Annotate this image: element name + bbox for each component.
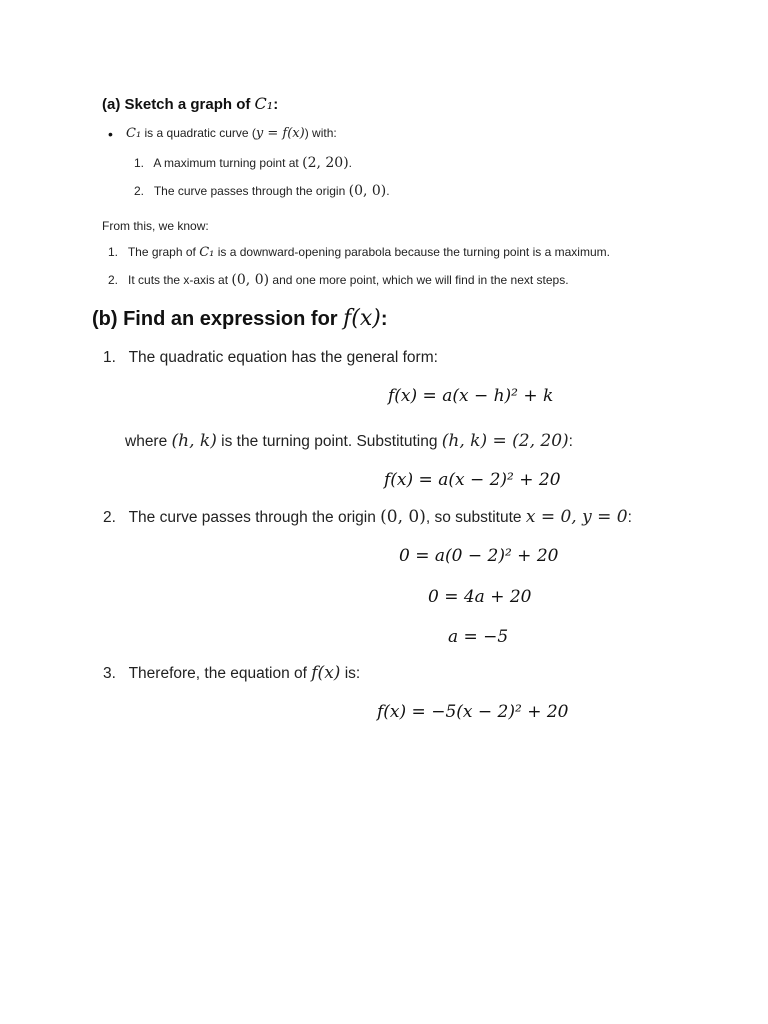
- step-2: [103, 507, 632, 527]
- condition-math: (0, 0): [348, 183, 387, 199]
- step-pre: Therefore, the equation of: [128, 665, 307, 682]
- condition-math: (2, 20): [302, 155, 349, 171]
- equation-substituted: f(x) = a(x − 2)² + 20: [384, 470, 561, 490]
- step-3: [103, 663, 360, 683]
- fact-post: is a downward-opening parabola because the turning point is a maximum.: [217, 245, 610, 259]
- part-a-heading: [102, 94, 278, 113]
- part-a-heading-math: C₁: [254, 94, 274, 113]
- step-mid: , so substitute: [425, 509, 522, 526]
- bullet-text-1: is a quadratic curve (: [144, 126, 256, 140]
- fact-num: 2.: [108, 273, 119, 287]
- step-math-xy: x = 0, y = 0: [525, 507, 628, 527]
- fact-math: C₁: [199, 245, 215, 260]
- step-1: [103, 349, 438, 367]
- condition-item: [134, 155, 352, 171]
- condition-end: .: [348, 156, 352, 170]
- condition-end: .: [386, 184, 390, 198]
- condition-text: A maximum turning point at: [153, 156, 299, 170]
- step-num: 3.: [103, 665, 116, 682]
- bullet-math-yfx: y = f(x): [255, 126, 305, 141]
- where-mid: is the turning point. Substituting: [221, 433, 438, 450]
- bullet-line: [126, 126, 337, 141]
- step-text: The quadratic equation has the general form:: [128, 349, 438, 366]
- where-pre: where: [125, 433, 168, 450]
- fact-num: 1.: [108, 245, 119, 259]
- fact-pre: It cuts the x-axis at: [128, 273, 229, 287]
- where-math-hk: (h, k): [171, 431, 217, 451]
- fact-post: and one more point, which we will find in the next steps.: [272, 273, 569, 287]
- where-line: [125, 431, 573, 451]
- fact-math: (0, 0): [231, 272, 270, 288]
- part-a-heading-text: (a) Sketch a graph of: [102, 96, 251, 113]
- where-end: :: [568, 433, 573, 450]
- part-a-heading-colon: :: [273, 96, 279, 113]
- step-end: is:: [344, 665, 361, 682]
- condition-num: 2.: [134, 184, 145, 198]
- step-pre: The curve passes through the origin: [128, 509, 376, 526]
- bullet-dot: •: [108, 126, 113, 142]
- step-num: 1.: [103, 349, 116, 366]
- step-math-origin: (0, 0): [380, 507, 426, 527]
- equation-final: f(x) = −5(x − 2)² + 20: [377, 702, 569, 722]
- equation-a-value: a = −5: [448, 627, 509, 647]
- from-this-label: From this, we know:: [102, 219, 209, 233]
- part-b-heading-text: (b) Find an expression for: [92, 308, 338, 330]
- step-math-fx: f(x): [311, 663, 341, 683]
- part-b-heading: [92, 306, 388, 331]
- where-math-sub: (h, k) = (2, 20): [441, 431, 569, 451]
- equation-origin-sub: 0 = a(0 − 2)² + 20: [399, 546, 559, 566]
- condition-num: 1.: [134, 156, 145, 170]
- condition-text: The curve passes through the origin: [153, 184, 346, 198]
- equation-simplified: 0 = 4a + 20: [428, 587, 532, 607]
- fact-item: [108, 272, 569, 288]
- part-b-heading-math: f(x): [343, 306, 381, 331]
- step-num: 2.: [103, 509, 116, 526]
- bullet-text-2: ) with:: [304, 126, 337, 140]
- condition-item: [134, 183, 390, 199]
- bullet-math-c1: C₁: [126, 126, 142, 141]
- equation-general-form: f(x) = a(x − h)² + k: [388, 386, 554, 406]
- part-b-heading-colon: :: [380, 308, 388, 330]
- fact-pre: The graph of: [127, 245, 196, 259]
- fact-item: [108, 245, 610, 260]
- step-end: :: [627, 509, 632, 526]
